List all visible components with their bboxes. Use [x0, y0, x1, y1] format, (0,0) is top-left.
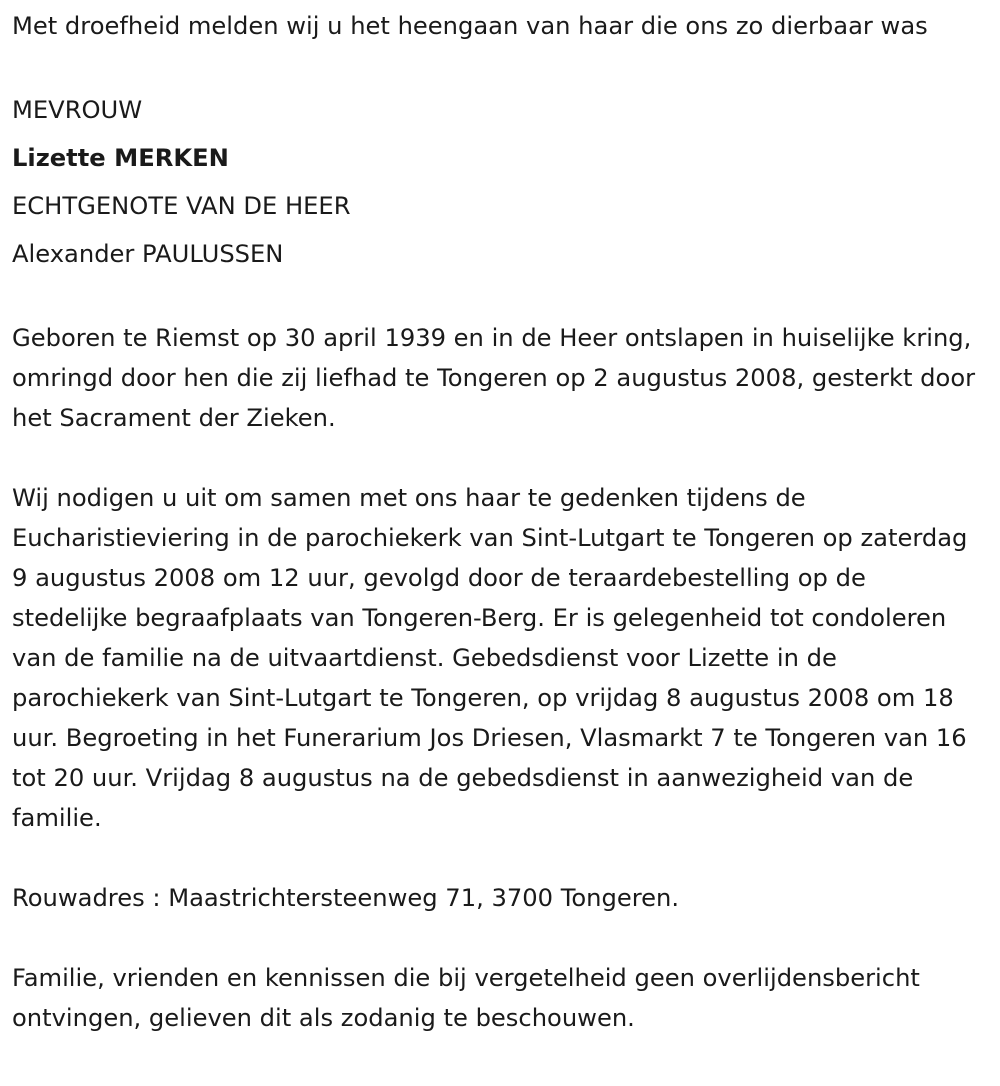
invitation-text: Wij nodigen u uit om samen met ons haar te gedenken tijdens de Eucharistieviering in de parochiekerk van Sint-Lutgart te Tongeren op zaterdag 9 augustus 2008 om 12 uur, gevolgd door de teraardebestelling op de stedelijke begraafplaats van Tongeren-Berg. Er is gelegenheid tot condoleren van de familie na de uitvaartdienst. Gebedsdienst voor Lizette in de parochiekerk van Sint-Lutgart te Tongeren, op vrijdag 8 augustus 2008 om 18 uur. Begroeting in het Funerarium Jos Driesen, Vlasmarkt 7 te Tongeren van 16 tot 20 uur. Vrijdag 8 augustus na de gebedsdienst in aanwezigheid van de familie.: [12, 484, 968, 832]
spouse-name: Alexander PAULUSSEN: [12, 240, 284, 268]
address-text: Rouwadres : Maastrichtersteenweg 71, 3700 Tongeren.: [12, 884, 680, 912]
deceased-block: [12, 86, 988, 278]
closing-text: Familie, vrienden en kennissen die bij vergetelheid geen overlijdensbericht ontvingen, gelieven dit als zodanig te beschouwen.: [12, 964, 920, 1032]
intro-text: Met droefheid melden wij u het heengaan van haar die ons zo dierbaar was: [12, 12, 928, 40]
birth-death-text: Geboren te Riemst op 30 april 1939 en in de Heer ontslapen in huiselijke kring, omringd door hen die zij liefhad te Tongeren op 2 augustus 2008, gesterkt door het Sacrament der Zieken.: [12, 324, 976, 432]
deceased-name: Lizette MERKEN: [12, 144, 229, 172]
title-line: MEVROUW: [12, 96, 143, 124]
spouse-label: ECHTGENOTE VAN DE HEER: [12, 192, 351, 220]
